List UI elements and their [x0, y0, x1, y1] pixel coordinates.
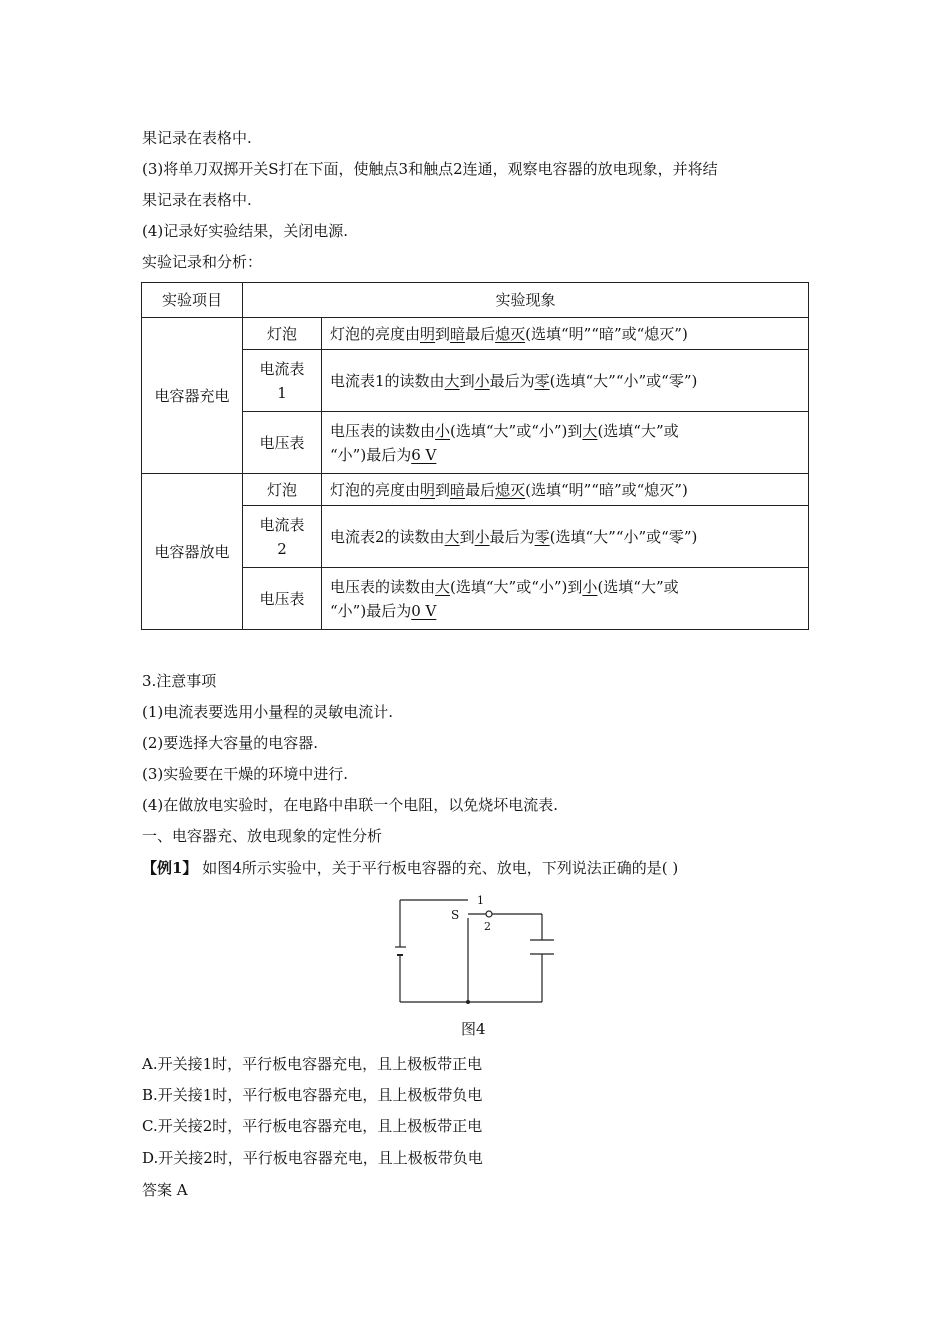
table-row: [142, 506, 809, 568]
row-name: 灯泡: [243, 318, 322, 350]
row-name: 电流表 2: [243, 506, 322, 568]
switch-contact: [486, 911, 492, 917]
option-b: B.开关接1时，平行板电容器充电，且上极板带负电: [142, 1086, 483, 1104]
answer-blank: 大: [444, 527, 460, 546]
note-item: (3)实验要在干燥的环境中进行.: [142, 765, 349, 783]
answer-blank: 0 V: [411, 601, 437, 620]
row-name: 电压表: [243, 412, 322, 474]
paragraph-line: 果记录在表格中.: [142, 191, 252, 209]
table-intro: 实验记录和分析：: [142, 253, 263, 271]
row-phenomenon: 电压表的读数由大(选填“大”或“小”)到小(选填“大”或 “小”)最后为0 V: [322, 568, 809, 630]
answer: 答案 A: [142, 1181, 188, 1199]
answer-blank: 零: [534, 527, 550, 546]
answer-blank: 小: [582, 577, 598, 596]
row-name: 电压表: [243, 568, 322, 630]
group-item-discharge: 电容器放电: [142, 474, 243, 630]
answer-blank: 明: [420, 480, 436, 499]
header-phenomenon: 实验现象: [243, 283, 809, 318]
answer-blank: 零: [534, 371, 550, 390]
paragraph-line: 果记录在表格中.: [142, 129, 252, 147]
answer-blank: 大: [435, 577, 451, 596]
paragraph-line: (4)记录好实验结果，关闭电源.: [142, 222, 349, 240]
label-s: S: [451, 908, 460, 922]
table-row: [142, 474, 809, 506]
header-item: 实验项目: [142, 283, 243, 318]
group-item-charge: 电容器充电: [142, 318, 243, 474]
notes-heading: 3.注意事项: [142, 672, 217, 690]
answer-blank: 明: [420, 324, 436, 343]
row-phenomenon: 灯泡的亮度由明到暗最后熄灭(选填“明”“暗”或“熄灭”): [322, 474, 809, 506]
note-item: (4)在做放电实验时，在电路中串联一个电阻，以免烧坏电流表.: [142, 796, 559, 814]
answer-blank: 熄灭: [495, 324, 526, 343]
table-row: [142, 318, 809, 350]
junction-dot: [466, 1000, 470, 1004]
section-title: 一、电容器充、放电现象的定性分析: [142, 827, 383, 845]
note-item: (2)要选择大容量的电容器.: [142, 734, 319, 752]
answer-blank: 大: [582, 421, 598, 440]
row-name: 电流表 1: [243, 350, 322, 412]
example-tag: 【例1】: [142, 859, 198, 877]
answer-blank: 小: [435, 421, 451, 440]
circuit-diagram: [395, 892, 555, 1012]
answer-blank: 熄灭: [495, 480, 526, 499]
row-phenomenon: 电压表的读数由小(选填“大”或“小”)到大(选填“大”或 “小”)最后为6 V: [322, 412, 809, 474]
label-2: 2: [484, 920, 491, 933]
row-phenomenon: 电流表1的读数由大到小最后为零(选填“大”“小”或“零”): [322, 350, 809, 412]
experiment-table: [141, 282, 809, 630]
table-header-row: [142, 283, 809, 318]
answer-blank: 6 V: [411, 445, 437, 464]
row-phenomenon: 电流表2的读数由大到小最后为零(选填“大”“小”或“零”): [322, 506, 809, 568]
answer-blank: 暗: [450, 324, 466, 343]
paragraph-line: (3)将单刀双掷开关S打在下面，使触点3和触点2连通，观察电容器的放电现象，并将结: [142, 160, 718, 178]
option-c: C.开关接2时，平行板电容器充电，且上极板带正电: [142, 1117, 483, 1135]
example-question: 【例1】 如图4所示实验中，关于平行板电容器的充、放电，下列说法正确的是( ): [142, 859, 679, 877]
table-row: [142, 568, 809, 630]
answer-blank: 大: [444, 371, 460, 390]
table-row: [142, 412, 809, 474]
option-a: A.开关接1时，平行板电容器充电，且上极板带正电: [142, 1055, 483, 1073]
row-name: 灯泡: [243, 474, 322, 506]
answer-blank: 小: [474, 371, 490, 390]
table-row: [142, 350, 809, 412]
answer-blank: 暗: [450, 480, 466, 499]
answer-blank: 小: [474, 527, 490, 546]
label-1: 1: [477, 894, 484, 907]
row-phenomenon: 灯泡的亮度由明到暗最后熄灭(选填“明”“暗”或“熄灭”): [322, 318, 809, 350]
figure-caption: 图4: [461, 1020, 486, 1038]
option-d: D.开关接2时，平行板电容器充电，且上极板带负电: [142, 1149, 483, 1167]
note-item: (1)电流表要选用小量程的灵敏电流计.: [142, 703, 394, 721]
